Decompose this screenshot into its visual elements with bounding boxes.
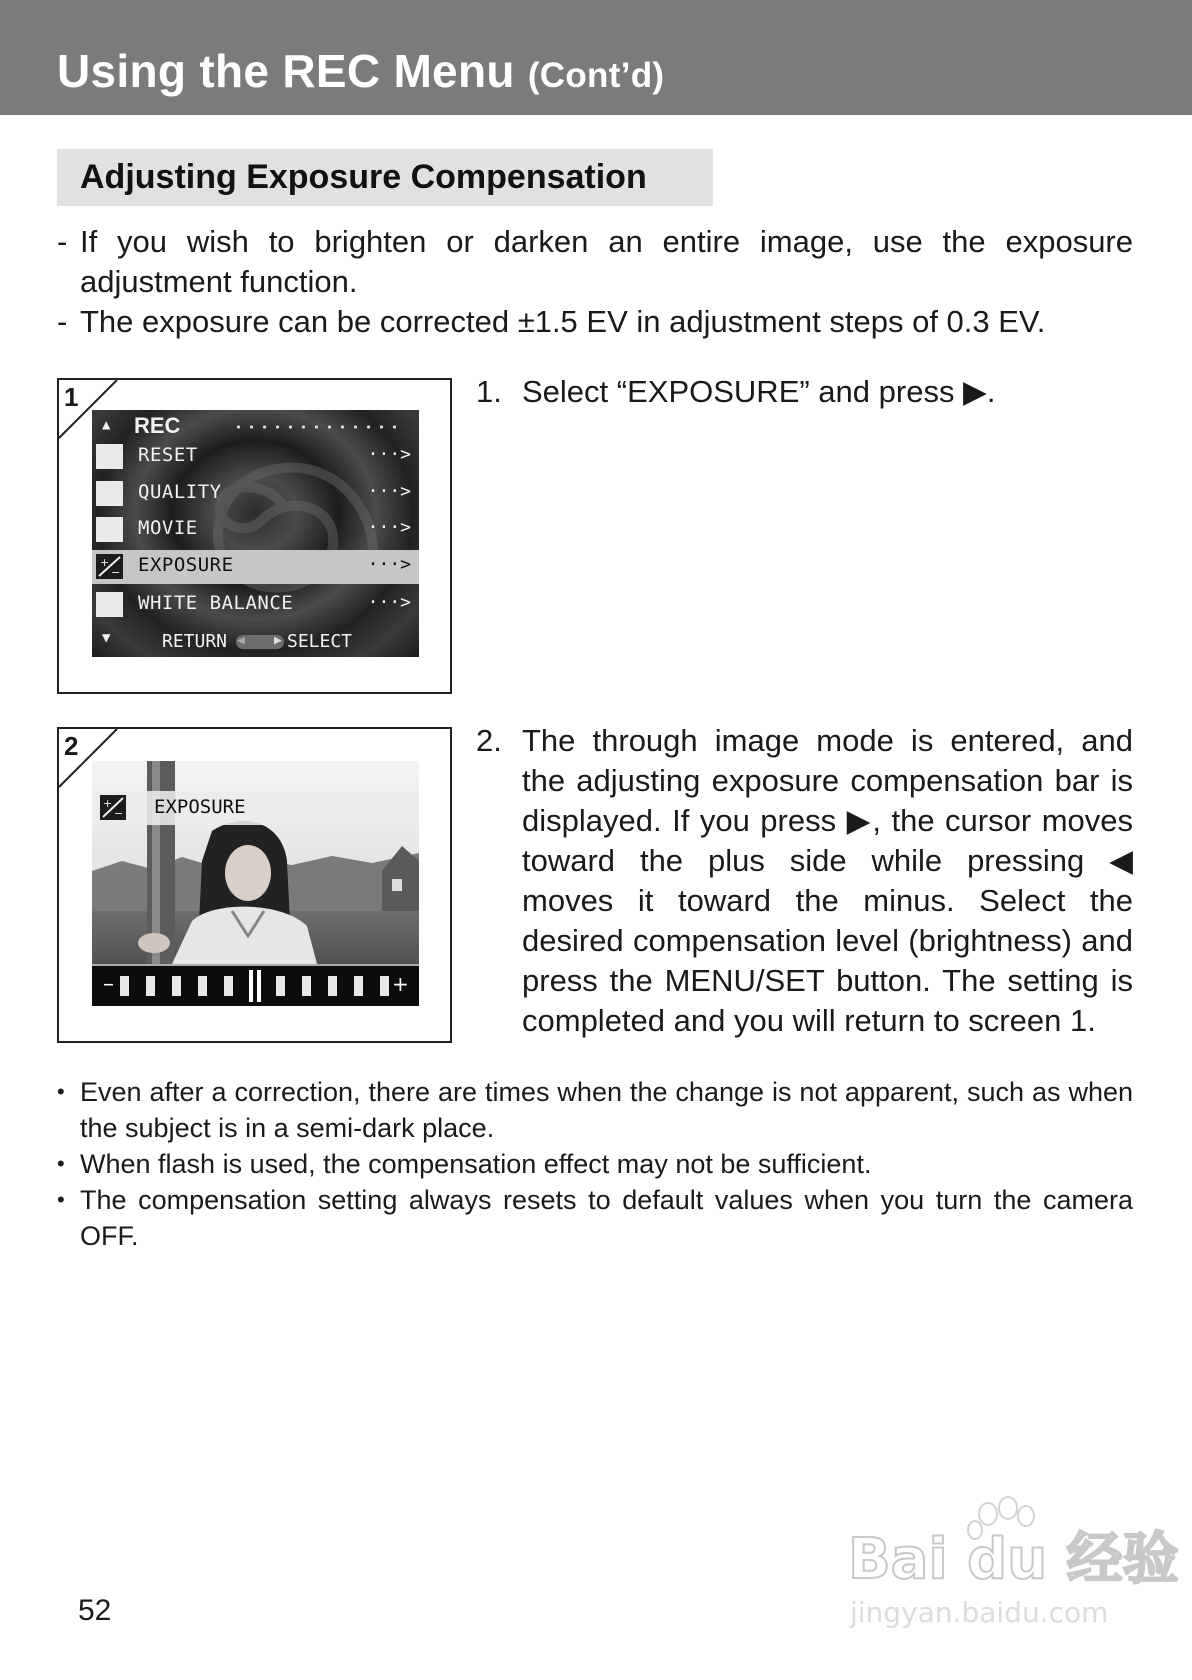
exposure-step-tick [354, 976, 363, 996]
page-title-subtitle: (Cont’d) [527, 56, 665, 95]
watermark-brand: Bai du 经验 [848, 1527, 1179, 1592]
exposure-step-tick [198, 976, 207, 996]
figure-2 [57, 727, 452, 1043]
section-title: Adjusting Exposure Compensation [80, 158, 647, 196]
left-arrow-icon: ◀ [237, 633, 245, 648]
menu-item-label: WHITE BALANCE [138, 592, 294, 614]
menu-item-white-balance[interactable] [92, 588, 419, 622]
menu-item-label: QUALITY [138, 481, 222, 503]
movie-camera-icon [96, 517, 123, 542]
submenu-arrow-icon: ···> [367, 444, 411, 465]
menu-footer [92, 628, 419, 656]
exposure-step-tick [328, 976, 337, 996]
menu-item-label: EXPOSURE [138, 554, 234, 576]
exposure-icon [96, 554, 123, 579]
watermark-url: jingyan.baidu.com [850, 1596, 1109, 1629]
exposure-compensation-bar[interactable] [92, 964, 419, 1006]
rec-menu-screen [92, 410, 419, 657]
exposure-topbar [92, 791, 419, 825]
bullet-marker: • [57, 1151, 65, 1176]
exposure-step-tick [146, 976, 155, 996]
page-title-main: Using the REC Menu [57, 45, 515, 97]
bullet-marker: • [57, 1079, 65, 1104]
section-heading [57, 149, 713, 206]
svg-text:−: − [111, 566, 121, 579]
note-item [57, 1182, 1133, 1254]
intro-text: The exposure can be corrected ±1.5 EV in adjustment steps of 0.3 EV. [80, 304, 1046, 339]
right-arrow-icon: ▶ [274, 633, 282, 648]
menu-item-exposure[interactable] [92, 550, 419, 584]
baidu-watermark [840, 1496, 1179, 1636]
footer-select-label: SELECT [287, 631, 353, 652]
plus-label: + [392, 972, 409, 996]
notes-list [57, 1074, 1133, 1254]
reset-icon [96, 444, 123, 469]
step-1 [476, 372, 1133, 412]
svg-text:+: + [103, 797, 113, 810]
exposure-step-tick [276, 976, 285, 996]
menu-item-label: RESET [138, 444, 198, 466]
note-text: Even after a correction, there are times when the change is not apparent, such as when the subject is in a semi-dark place. [80, 1077, 1133, 1143]
intro-list [57, 222, 1133, 342]
intro-text: If you wish to brighten or darken an entire image, use the exposure adjustment function. [80, 224, 1133, 299]
figure-number: 1 [64, 382, 79, 412]
menu-item-label: MOVIE [138, 517, 198, 539]
minus-label: – [103, 972, 114, 997]
figure-1 [57, 378, 452, 694]
note-item [57, 1146, 1133, 1182]
page-header [0, 0, 1192, 115]
submenu-arrow-icon: ···> [367, 592, 411, 613]
intro-item [57, 302, 1133, 342]
submenu-arrow-icon: ···> [367, 481, 411, 502]
quality-icon [96, 481, 123, 506]
submenu-arrow-icon: ···> [367, 554, 411, 575]
step-2 [476, 721, 1133, 1041]
note-text: The compensation setting always resets to default values when you turn the camera OFF. [80, 1185, 1133, 1251]
submenu-arrow-icon: ···> [367, 517, 411, 538]
exposure-cursor [249, 970, 253, 1002]
note-text: When flash is used, the compensation effect may not be sufficient. [80, 1149, 872, 1179]
exposure-preview-screen [92, 761, 419, 1006]
menu-title: REC [134, 413, 181, 438]
scroll-down-icon: ▼ [102, 630, 111, 646]
exposure-cursor [257, 970, 261, 1002]
note-item [57, 1074, 1133, 1146]
menu-item-reset[interactable] [92, 440, 419, 474]
menu-title-dots [232, 425, 404, 429]
page-title [57, 44, 664, 98]
menu-item-movie[interactable] [92, 513, 419, 547]
exposure-step-tick [120, 976, 129, 996]
dash-marker: - [57, 224, 68, 259]
exposure-step-tick [224, 976, 233, 996]
svg-text:−: − [114, 807, 124, 820]
menu-item-quality[interactable] [92, 477, 419, 511]
exposure-step-tick [380, 976, 389, 996]
intro-item [57, 222, 1133, 302]
exposure-step-tick [302, 976, 311, 996]
step-text: The through image mode is entered, and the adjusting exposure compensation bar is displayed. If you press ▶, the cursor moves toward the plus side while pressing ◀ moves it toward the minus. Select the desired compensation level (brightness) and press the MENU/SET button. The setting is completed and you will return to screen 1. [522, 723, 1133, 1038]
step-text: Select “EXPOSURE” and press ▶. [522, 374, 996, 409]
scroll-up-icon: ▲ [102, 417, 111, 433]
exposure-step-tick [172, 976, 181, 996]
svg-text:+: + [100, 556, 110, 569]
step-number: 1. [476, 374, 502, 409]
step-number: 2. [476, 723, 502, 758]
exposure-title: EXPOSURE [154, 796, 246, 818]
dash-marker: - [57, 304, 68, 339]
exposure-icon [100, 795, 126, 820]
figure-number: 2 [64, 731, 79, 761]
footer-return-label: RETURN [162, 631, 228, 652]
bullet-marker: • [57, 1187, 65, 1212]
white-balance-icon [96, 592, 123, 617]
page-number: 52 [78, 1594, 112, 1627]
